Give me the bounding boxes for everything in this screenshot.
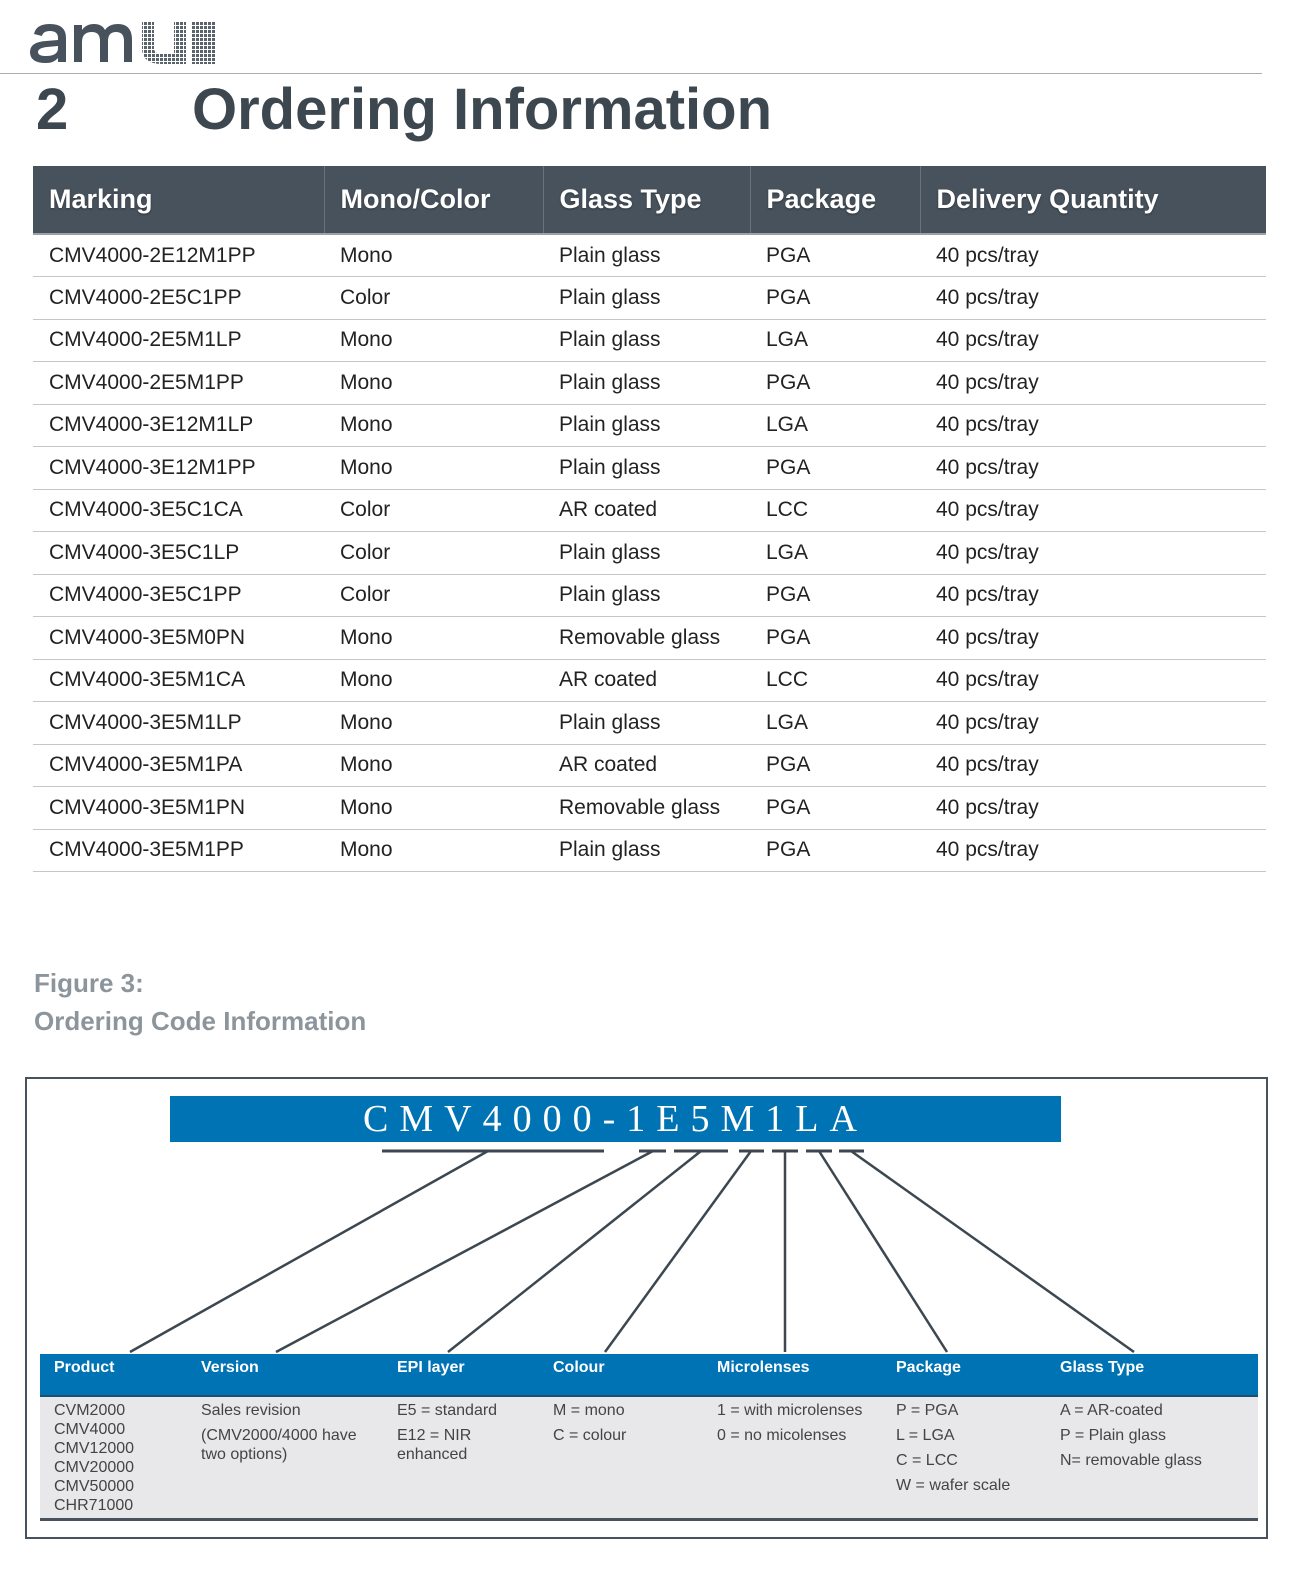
legend-value-line: CMV12000 — [54, 1440, 135, 1457]
table-cell: PGA — [750, 362, 920, 405]
table-cell: 40 pcs/tray — [920, 744, 1266, 787]
table-cell: PGA — [750, 574, 920, 617]
table-cell: 40 pcs/tray — [920, 319, 1266, 362]
column-header: Package — [750, 166, 920, 234]
table-cell: Plain glass — [543, 277, 750, 320]
table-cell: Plain glass — [543, 532, 750, 575]
table-cell: Plain glass — [543, 574, 750, 617]
table-cell: Color — [324, 574, 543, 617]
legend-value-line: P = Plain glass — [1060, 1427, 1166, 1444]
table-cell: Mono — [324, 829, 543, 872]
table-cell: CMV4000-3E5M0PN — [33, 617, 324, 660]
table-cell: CMV4000-2E5C1PP — [33, 277, 324, 320]
column-header: Mono/Color — [324, 166, 543, 234]
column-header: Glass Type — [543, 166, 750, 234]
table-cell: AR coated — [543, 744, 750, 787]
legend-value-line: CMV50000 — [54, 1478, 135, 1495]
legend-field-values — [553, 1401, 626, 1445]
table-cell: CMV4000-3E5M1LP — [33, 702, 324, 745]
table-cell: LCC — [750, 489, 920, 532]
table-cell: 40 pcs/tray — [920, 702, 1266, 745]
table-cell: CMV4000-3E12M1PP — [33, 447, 324, 490]
table-cell: Mono — [324, 234, 543, 277]
table-cell: Mono — [324, 447, 543, 490]
legend-field-values — [1060, 1401, 1202, 1470]
table-cell: CMV4000-3E5M1CA — [33, 659, 324, 702]
section-number: 2 — [36, 77, 69, 142]
table-cell: Plain glass — [543, 702, 750, 745]
legend-field-name: Package — [896, 1359, 961, 1376]
table-cell: Mono — [324, 404, 543, 447]
table-cell: CMV4000-3E12M1LP — [33, 404, 324, 447]
legend-field-values — [397, 1401, 497, 1464]
table-cell: CMV4000-3E5C1PP — [33, 574, 324, 617]
legend-field-name: Colour — [553, 1359, 605, 1376]
table-cell: CMV4000-3E5C1LP — [33, 532, 324, 575]
table-cell: PGA — [750, 787, 920, 830]
table-cell: 40 pcs/tray — [920, 277, 1266, 320]
legend-value-line: CVM2000 — [54, 1402, 126, 1419]
legend-field-values — [896, 1401, 1010, 1495]
table-cell: CMV4000-2E12M1PP — [33, 234, 324, 277]
legend-value-line: C = colour — [553, 1427, 627, 1444]
table-cell: Mono — [324, 744, 543, 787]
legend-field-values — [54, 1401, 134, 1515]
table-cell: 40 pcs/tray — [920, 404, 1266, 447]
legend-value-line: CMV20000 — [54, 1459, 135, 1476]
table-cell: LGA — [750, 319, 920, 362]
legend-value-line: CHR71000 — [54, 1497, 134, 1514]
legend-field-name: Product — [54, 1359, 115, 1376]
table-cell: Color — [324, 277, 543, 320]
table-cell: Color — [324, 489, 543, 532]
table-cell: AR coated — [543, 659, 750, 702]
table-cell: PGA — [750, 447, 920, 490]
table-cell: 40 pcs/tray — [920, 617, 1266, 660]
legend-value-line: C = LCC — [896, 1452, 958, 1469]
figure-number: Figure 3: — [34, 968, 144, 998]
column-header: Marking — [33, 166, 324, 234]
legend-value-line: (CMV2000/4000 have — [201, 1427, 357, 1444]
legend-field-name: Microlenses — [717, 1359, 810, 1376]
table-cell: Mono — [324, 659, 543, 702]
legend-value-line: CMV4000 — [54, 1421, 126, 1438]
table-cell: CMV4000-3E5C1CA — [33, 489, 324, 532]
table-cell: LGA — [750, 404, 920, 447]
table-cell: 40 pcs/tray — [920, 489, 1266, 532]
table-cell: Plain glass — [543, 829, 750, 872]
table-cell: CMV4000-3E5M1PN — [33, 787, 324, 830]
legend-value-line: E12 = NIR — [397, 1427, 472, 1444]
table-cell: PGA — [750, 744, 920, 787]
table-cell: Plain glass — [543, 447, 750, 490]
legend-field-values — [717, 1401, 862, 1445]
table-cell: 40 pcs/tray — [920, 574, 1266, 617]
table-cell: Removable glass — [543, 787, 750, 830]
legend-field-values — [201, 1401, 357, 1464]
table-cell: 40 pcs/tray — [920, 447, 1266, 490]
legend-value-line: A = AR-coated — [1060, 1402, 1163, 1419]
table-cell: Mono — [324, 319, 543, 362]
legend-value-line: E5 = standard — [397, 1402, 498, 1419]
table-cell: Mono — [324, 787, 543, 830]
table-cell: CMV4000-2E5M1LP — [33, 319, 324, 362]
legend-value-line: 0 = no micolenses — [717, 1427, 847, 1444]
table-cell: LCC — [750, 659, 920, 702]
table-cell: PGA — [750, 234, 920, 277]
table-cell: PGA — [750, 277, 920, 320]
ordering-code-text: CMV4000-1E5M1LA — [363, 1098, 868, 1140]
legend-bottom-rule — [40, 1518, 1258, 1521]
legend-value-line: enhanced — [397, 1446, 468, 1463]
table-cell: 40 pcs/tray — [920, 659, 1266, 702]
table-cell: 40 pcs/tray — [920, 532, 1266, 575]
legend-field-name: EPI layer — [397, 1359, 465, 1376]
legend-field-name: Glass Type — [1060, 1359, 1145, 1376]
column-header: Delivery Quantity — [920, 166, 1266, 234]
legend-value-line: N= removable glass — [1060, 1452, 1202, 1469]
legend-value-line: P = PGA — [896, 1402, 959, 1419]
table-cell: 40 pcs/tray — [920, 362, 1266, 405]
table-cell: PGA — [750, 617, 920, 660]
table-cell: Mono — [324, 362, 543, 405]
table-cell: Plain glass — [543, 234, 750, 277]
table-cell: LGA — [750, 532, 920, 575]
table-cell: PGA — [750, 829, 920, 872]
table-cell: 40 pcs/tray — [920, 234, 1266, 277]
figure-title: Ordering Code Information — [34, 1006, 367, 1036]
legend-value-line: L = LGA — [896, 1427, 955, 1444]
table-cell: CMV4000-2E5M1PP — [33, 362, 324, 405]
table-cell: 40 pcs/tray — [920, 787, 1266, 830]
section-title: Ordering Information — [192, 77, 772, 142]
table-cell: Removable glass — [543, 617, 750, 660]
table-cell: Plain glass — [543, 362, 750, 405]
table-cell: CMV4000-3E5M1PA — [33, 744, 324, 787]
legend-value-line: 1 = with microlenses — [717, 1402, 863, 1419]
table-cell: Mono — [324, 702, 543, 745]
legend-value-line: W = wafer scale — [896, 1477, 1011, 1494]
table-cell: Color — [324, 532, 543, 575]
table-cell: Mono — [324, 617, 543, 660]
table-cell: Plain glass — [543, 404, 750, 447]
legend-value-line: two options) — [201, 1446, 288, 1463]
table-cell: CMV4000-3E5M1PP — [33, 829, 324, 872]
table-cell: AR coated — [543, 489, 750, 532]
legend-field-name: Version — [201, 1359, 259, 1376]
table-cell: Plain glass — [543, 319, 750, 362]
legend-value-line: M = mono — [553, 1402, 625, 1419]
table-cell: LGA — [750, 702, 920, 745]
table-cell: 40 pcs/tray — [920, 829, 1266, 872]
legend-value-line: Sales revision — [201, 1402, 301, 1419]
